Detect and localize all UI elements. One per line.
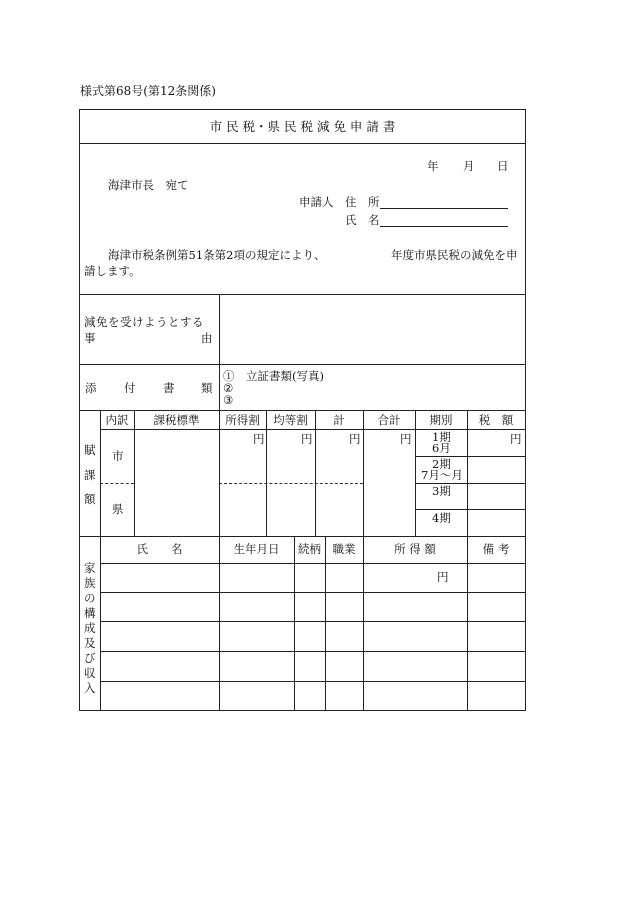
header-remarks: 備 考	[482, 542, 510, 556]
header-birthdate: 生年月日	[233, 542, 280, 556]
date-year: 年	[427, 159, 439, 173]
attachment-item: ③	[223, 393, 234, 407]
period-2: 2期	[432, 457, 451, 471]
name-field[interactable]	[380, 226, 508, 227]
header-relationship: 続柄	[298, 542, 321, 556]
yen-unit: 円	[437, 570, 449, 584]
row-label-city: 市	[112, 449, 124, 463]
statement-line2: 請します。	[84, 264, 141, 278]
row-label-prefecture: 県	[112, 502, 124, 516]
yen-unit: 円	[349, 432, 361, 446]
date-month: 月	[463, 159, 475, 173]
header-income-levy: 所得割	[225, 413, 260, 427]
period-4: 4期	[432, 511, 451, 525]
header-occupation: 職業	[332, 542, 356, 556]
header-subtotal: 計	[333, 413, 345, 427]
yen-unit: 円	[301, 432, 313, 446]
header-total: 合計	[377, 413, 401, 427]
header-period: 期別	[429, 413, 453, 427]
header-name: 氏 名	[136, 542, 183, 556]
reason-label-line2-left: 事	[84, 331, 96, 345]
address-field[interactable]	[380, 208, 508, 209]
period-3: 3期	[432, 484, 451, 498]
applicant-label: 申請人	[299, 195, 334, 209]
header-income: 所 得 額	[394, 542, 436, 556]
header-tax-amount: 税 額	[478, 413, 514, 427]
yen-unit: 円	[400, 432, 412, 446]
date-day: 日	[497, 159, 509, 173]
statement-line1-start: 海津市税条例第51条第2項の規定により、	[108, 248, 326, 262]
statement-line1-end: 年度市県民税の減免を申	[391, 248, 518, 262]
reason-field[interactable]	[222, 297, 522, 361]
address-label: 住 所	[345, 195, 380, 209]
header-breakdown: 内訳	[105, 413, 129, 427]
reason-label-line1: 減免を受けようとする	[84, 315, 204, 329]
period-2-month: 7月～月	[421, 468, 463, 482]
yen-unit: 円	[253, 432, 265, 446]
attachment-item: ① 立証書類(写真)	[223, 369, 324, 383]
header-per-capita-levy: 均等割	[273, 413, 308, 427]
attachment-item: ②	[223, 381, 234, 395]
addressee: 海津市長 宛て	[108, 178, 189, 192]
period-1-month: 6月	[432, 441, 451, 455]
form-number: 様式第68号(第12条関係)	[80, 84, 216, 98]
name-label: 氏 名	[345, 213, 380, 227]
form-title: 市 民 税・県 民 税 減 免 申 請 書	[209, 119, 396, 134]
yen-unit: 円	[510, 432, 522, 446]
header-tax-base: 課税標準	[153, 413, 200, 427]
reason-label-line2-right: 由	[201, 331, 213, 345]
period-1: 1期	[432, 430, 451, 444]
